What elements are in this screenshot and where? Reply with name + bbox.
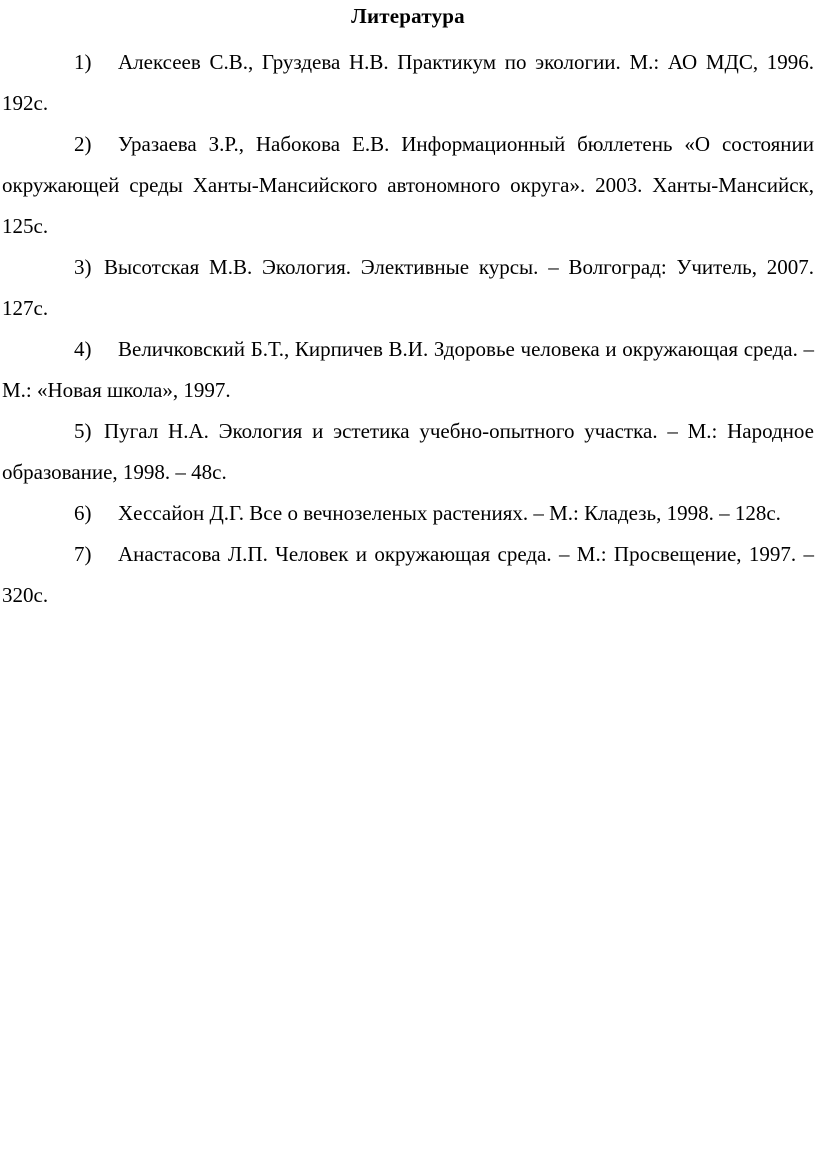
reference-text: Хессайон Д.Г. Все о вечнозеленых растениях. – М.: Кладезь, 1998. – 128с. xyxy=(118,501,781,525)
reference-text: Пугал Н.А. Экология и эстетика учебно-опытного участка. – М.: Народное образование, 1998. – 48с. xyxy=(2,419,814,484)
references-heading: Литература xyxy=(351,4,465,28)
reference-number: 1) xyxy=(74,50,92,74)
reference-item xyxy=(2,411,814,493)
reference-text: Величковский Б.Т., Кирпичев В.И. Здоровье человека и окружающая среда. – М.: «Новая школа», 1997. xyxy=(2,337,814,402)
reference-text: Высотская М.В. Экология. Элективные курсы. – Волгоград: Учитель, 2007. 127с. xyxy=(2,255,814,320)
reference-list xyxy=(2,42,814,616)
reference-text: Уразаева З.Р., Набокова Е.В. Информационный бюллетень «О состоянии окружающей среды Ханты-Мансийского автономного округа». 2003. Ханты-Мансийск, 125с. xyxy=(2,132,814,238)
reference-item xyxy=(2,124,814,247)
reference-text: Анастасова Л.П. Человек и окружающая среда. – М.: Просвещение, 1997. – 320с. xyxy=(2,542,814,607)
reference-item xyxy=(2,534,814,616)
reference-item xyxy=(2,42,814,124)
reference-number: 6) xyxy=(74,501,92,525)
reference-number: 5) xyxy=(74,419,92,443)
reference-item xyxy=(2,493,814,534)
reference-item xyxy=(2,247,814,329)
reference-item xyxy=(2,329,814,411)
reference-number: 3) xyxy=(74,255,92,279)
reference-number: 7) xyxy=(74,542,92,566)
reference-text: Алексеев С.В., Груздева Н.В. Практикум по экологии. М.: АО МДС, 1996. 192с. xyxy=(2,50,814,115)
reference-number: 2) xyxy=(74,132,92,156)
reference-number: 4) xyxy=(74,337,92,361)
